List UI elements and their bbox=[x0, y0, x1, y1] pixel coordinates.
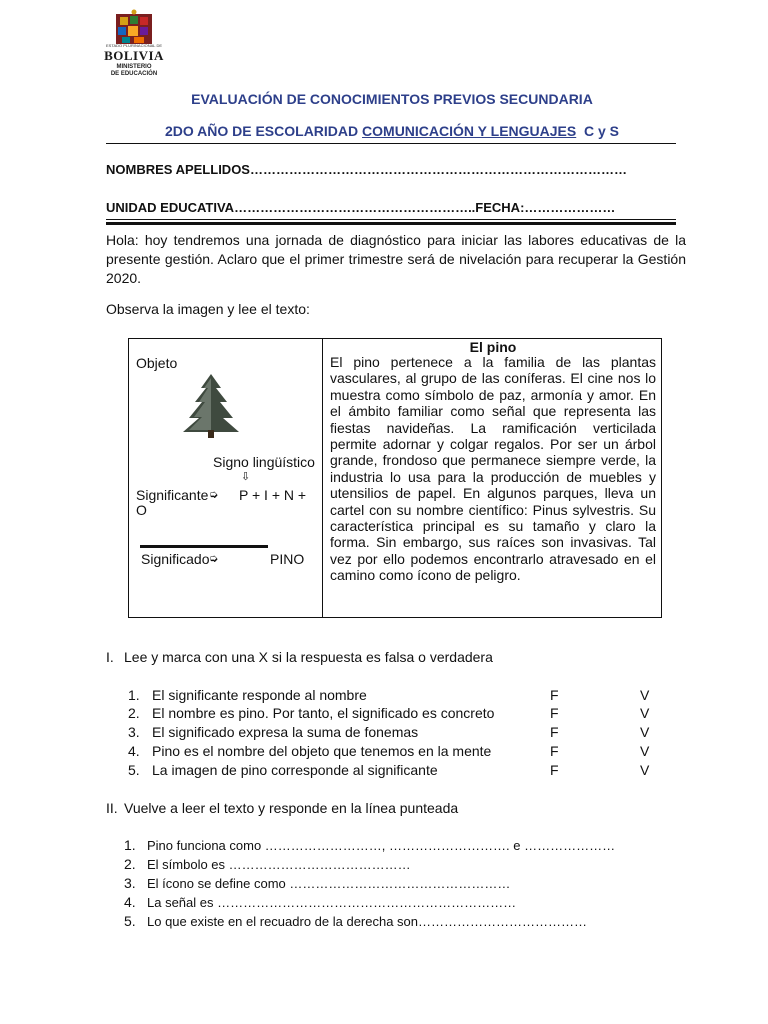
s2-item-3-number: 3. bbox=[124, 875, 136, 891]
s1-item-4-text: Pino es el nombre del objeto que tenemos en la mente bbox=[152, 743, 492, 759]
s1-item-2-text: El nombre es pino. Por tanto, el significado es concreto bbox=[152, 705, 495, 721]
nombres-field[interactable]: NOMBRES APELLIDOS…………………………………………………………………………… bbox=[106, 162, 627, 177]
logo-ministerio: MINISTERIO bbox=[116, 64, 152, 70]
section1-heading: Lee y marca con una X si la respuesta es falsa o verdadera bbox=[124, 649, 493, 665]
s2-item-1-text[interactable]: Pino funciona como ………………………, ………………………. e ………………… bbox=[147, 838, 616, 853]
letter-o: O bbox=[136, 502, 147, 518]
field-divider-thick bbox=[106, 222, 676, 225]
document-subtitle bbox=[0, 123, 768, 139]
s1-item-5-false[interactable]: F bbox=[550, 762, 559, 778]
s1-item-5-text: La imagen de pino corresponde al significante bbox=[152, 762, 438, 778]
letters-value: P + I + N + bbox=[239, 487, 307, 503]
s2-item-4-number: 4. bbox=[124, 894, 136, 910]
pino-title: El pino bbox=[469, 339, 517, 355]
logo-ministry bbox=[96, 64, 172, 78]
s2-item-4-text[interactable]: La señal es …………………………………………………………… bbox=[147, 895, 517, 910]
s2-item-5-text[interactable]: Lo que existe en el recuadro de la derecha son………………………………… bbox=[147, 914, 588, 929]
logo-educacion: DE EDUCACIÓN bbox=[110, 71, 158, 77]
objeto-label: Objeto bbox=[136, 355, 178, 371]
signo-label: Signo lingüístico bbox=[213, 454, 315, 470]
title-divider bbox=[106, 143, 676, 144]
s1-item-5-true[interactable]: V bbox=[640, 762, 650, 778]
field-divider-thin bbox=[106, 219, 676, 220]
s1-item-1-number: 1. bbox=[128, 687, 140, 703]
s1-item-3-number: 3. bbox=[128, 724, 140, 740]
pino-value: PINO bbox=[270, 551, 305, 567]
s1-item-2-true[interactable]: V bbox=[640, 705, 650, 721]
s2-item-5-number: 5. bbox=[124, 913, 136, 929]
pino-text: El pino pertenece a la familia de las plantas vasculares, al grupo de las coníferas. El cine nos lo muestra como símbolo de paz, armonía y amor. En el ámbito familiar como señal que representa las fiestas navideñas. La ramificación verticilada permite adornar y colgar regalos. Por ser un árbol grande, frondoso que permanece siempre verde, la industria lo usa para la producción de muebles y utensilios de papel. En algunos parques, lleva un cartel con su nombre científico: Pinus sylvestris. Su característica principal es su tamaño y claro la forma. Sin embargo, sus raíces son invasivas. Tal vez por ello podemos encontrarlo atravesado en el camino como ícono de peligro. bbox=[330, 354, 656, 584]
intro-instruction: Observa la imagen y lee el texto: bbox=[106, 301, 310, 317]
s1-item-4-false[interactable]: F bbox=[550, 743, 559, 759]
subtitle-subject: COMUNICACIÓN Y LENGUAJES bbox=[362, 123, 577, 139]
arrow-right-icon: ➭ bbox=[209, 489, 219, 501]
s2-item-3-text[interactable]: El ícono se define como …………………………………………… bbox=[147, 876, 511, 891]
arrow-down-icon: ⇩ bbox=[241, 471, 251, 483]
s1-item-3-true[interactable]: V bbox=[640, 724, 650, 740]
s2-item-2-text[interactable]: El símbolo es …………………………………… bbox=[147, 857, 411, 872]
s1-item-5-number: 5. bbox=[128, 762, 140, 778]
arrow-right-icon: ➭ bbox=[209, 553, 219, 565]
logo-country: BOLIVIA bbox=[104, 48, 164, 63]
pino-box-divider bbox=[322, 338, 323, 618]
s1-item-1-false[interactable]: F bbox=[550, 687, 559, 703]
significante-label: Significante bbox=[136, 487, 209, 503]
section2-numeral: II. bbox=[106, 800, 118, 816]
s2-item-2-number: 2. bbox=[124, 856, 136, 872]
intro-paragraph: Hola: hoy tendremos una jornada de diagnóstico para iniciar las labores educativas de la presente gestión. Aclaro que el primer trimestre será de nivelación para recuperar la Gestión 2020. bbox=[106, 232, 686, 286]
subtitle-suffix: C y S bbox=[576, 123, 620, 139]
s1-item-2-false[interactable]: F bbox=[550, 705, 559, 721]
s1-item-2-number: 2. bbox=[128, 705, 140, 721]
s2-item-1-number: 1. bbox=[124, 837, 136, 853]
subtitle-prefix: 2DO AÑO DE ESCOLARIDAD bbox=[164, 123, 363, 139]
significado-label: Significado bbox=[141, 551, 210, 567]
section1-numeral: I. bbox=[106, 649, 114, 665]
s1-item-3-false[interactable]: F bbox=[550, 724, 559, 740]
section2-heading: Vuelve a leer el texto y responde en la línea punteada bbox=[124, 800, 459, 816]
significado-rule bbox=[140, 545, 268, 548]
s1-item-4-true[interactable]: V bbox=[640, 743, 650, 759]
s1-item-3-text: El significado expresa la suma de fonemas bbox=[152, 724, 419, 740]
s1-item-1-text: El significante responde al nombre bbox=[152, 687, 367, 703]
document-title: EVALUACIÓN DE CONOCIMIENTOS PREVIOS SECUNDARIA bbox=[191, 91, 593, 107]
pine-tree-icon bbox=[177, 372, 245, 440]
logo-estado-text: ESTADO PLURINACIONAL DE bbox=[105, 43, 162, 48]
unidad-field[interactable]: UNIDAD EDUCATIVA………………………………………………..FECHA:………………… bbox=[106, 200, 616, 215]
s1-item-4-number: 4. bbox=[128, 743, 140, 759]
s1-item-1-true[interactable]: V bbox=[640, 687, 650, 703]
